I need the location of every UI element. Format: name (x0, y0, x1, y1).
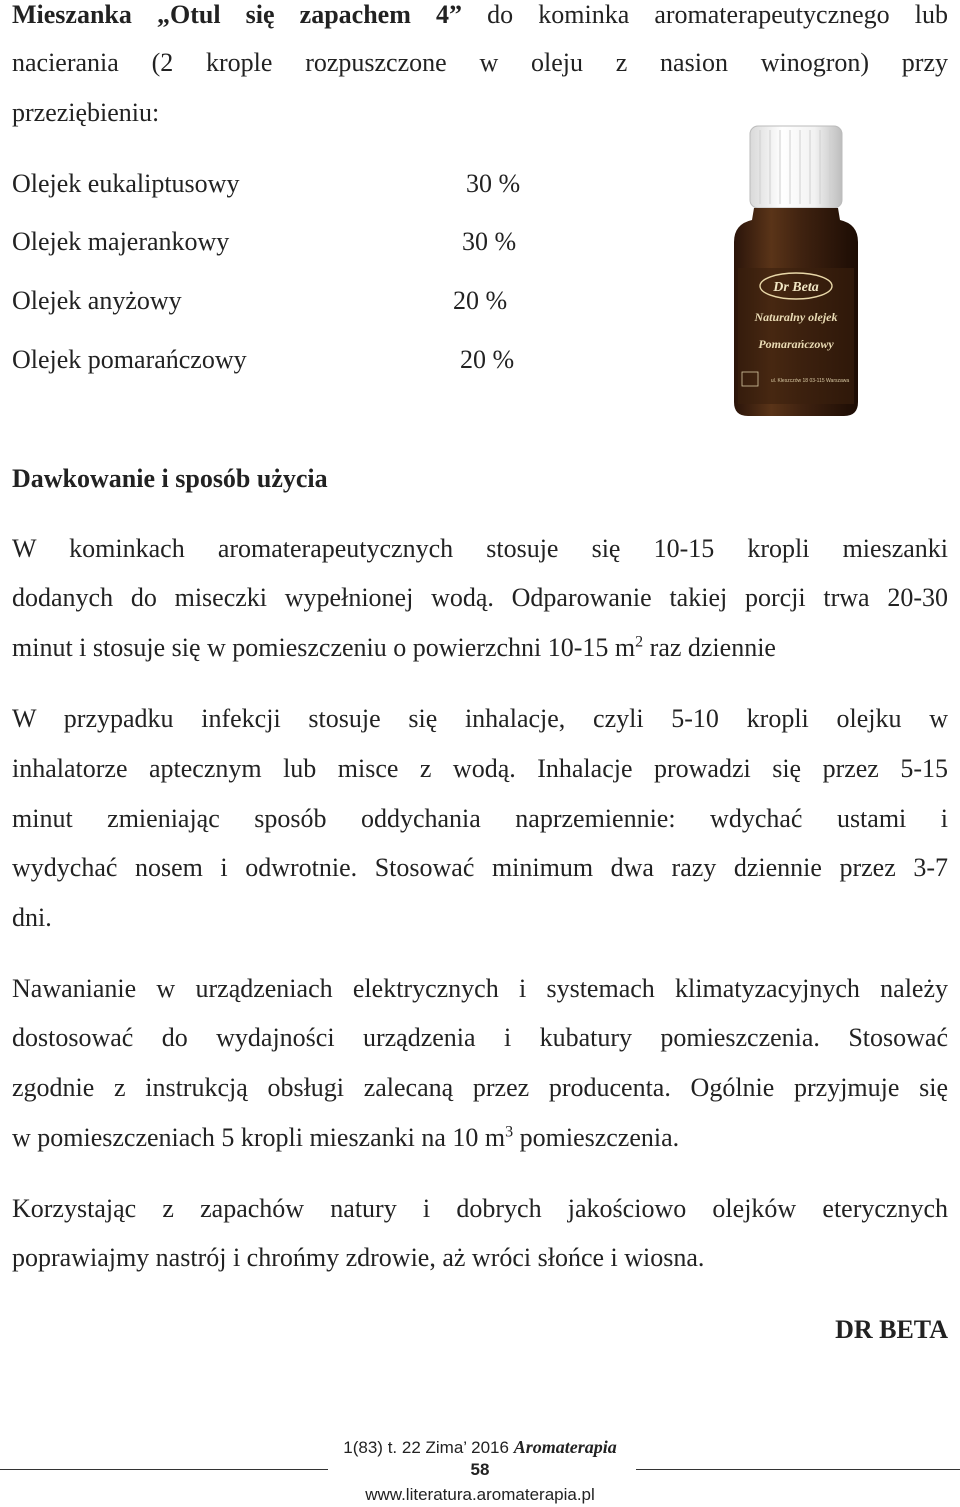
footer-url: www.literatura.aromaterapia.pl (365, 1485, 595, 1504)
paragraph-line-text: w pomieszczeniach 5 kropli mieszanki na 10 m (12, 1123, 506, 1152)
paragraph-line: dni. (12, 903, 52, 932)
paragraph-line: poprawiajmy nastrój i chrońmy zdrowie, aż wróci słońce i wiosna. (12, 1243, 705, 1272)
bottle-small-text: ul. Kleszczów 18 03-115 Warszawa (770, 378, 850, 384)
footer-issue (0, 1437, 960, 1458)
intro-line-2: nacierania (2 krople rozpuszczone w oleju z nasion winogron) przy (12, 48, 948, 77)
paragraph-line: Korzystając z zapachów natury i dobrych jakościowo olejków eterycznych (12, 1194, 948, 1223)
bottle-brand: Dr Beta (773, 280, 819, 295)
bottle-line-2: Pomarańczowy (758, 337, 834, 351)
signature: DR BETA (835, 1315, 948, 1344)
blend-title: Mieszanka „Otul się zapachem 4” (12, 0, 462, 29)
paragraph-line: dostosować do wydajności urządzenia i kubatury pomieszczenia. Stosować (12, 1023, 948, 1052)
superscript: 2 (635, 633, 644, 651)
oil-percent: 20 % (460, 345, 515, 374)
bottle-line-1: Naturalny olejek (754, 310, 838, 324)
paragraph-line: W przypadku infekcji stosuje się inhalacje, czyli 5-10 kropli olejku w (12, 704, 948, 733)
aromaterapia-logo: Aromaterapia (513, 1437, 617, 1457)
paragraph-line: Nawanianie w urządzeniach elektrycznych i systemach klimatyzacyjnych należy (12, 974, 948, 1003)
page-number: 58 (470, 1460, 490, 1479)
oil-percent: 30 % (462, 227, 517, 256)
paragraph-line: minut zmieniając sposób oddychania naprzemiennie: wdychać ustami i (12, 804, 948, 833)
paragraph-line-text: pomieszczenia. (513, 1123, 680, 1152)
essential-oil-bottle-image (728, 120, 863, 420)
footer-issue-text: 1(83) t. 22 Zima’ 2016 (343, 1438, 509, 1457)
paragraph-line: inhalatorze aptecznym lub misce z wodą. Inhalacje prowadzi się przez 5-15 (12, 754, 948, 783)
oil-percent: 20 % (453, 286, 508, 315)
intro-line-3: przeziębieniu: (12, 98, 160, 127)
oil-percent: 30 % (466, 169, 521, 198)
paragraph-line: wydychać nosem i odwrotnie. Stosować minimum dwa razy dziennie przez 3-7 (12, 853, 948, 882)
paragraph-line: dodanych do miseczki wypełnionej wodą. Odparowanie takiej porcji trwa 20-30 (12, 583, 948, 612)
paragraph-line: W kominkach aromaterapeutycznych stosuje się 10-15 kropli mieszanki (12, 534, 948, 563)
paragraph-line-text: raz dziennie (643, 633, 776, 662)
paragraph-line: zgodnie z instrukcją obsługi zalecaną przez producenta. Ogólnie przyjmuje się (12, 1073, 948, 1102)
paragraph-line (12, 633, 776, 663)
oil-name: Olejek anyżowy (12, 286, 182, 315)
oil-name: Olejek majerankowy (12, 227, 230, 256)
intro-line-1-rest: do kominka aromaterapeutycznego lub (487, 0, 948, 29)
section-heading: Dawkowanie i sposób użycia (12, 464, 328, 493)
superscript: 3 (505, 1123, 514, 1141)
paragraph-line-text: minut i stosuje się w pomieszczeniu o powierzchni 10-15 m (12, 633, 636, 662)
intro-line-1 (12, 0, 948, 30)
oil-name: Olejek eukaliptusowy (12, 169, 240, 198)
paragraph-line (12, 1123, 679, 1153)
oil-name: Olejek pomarańczowy (12, 345, 247, 374)
